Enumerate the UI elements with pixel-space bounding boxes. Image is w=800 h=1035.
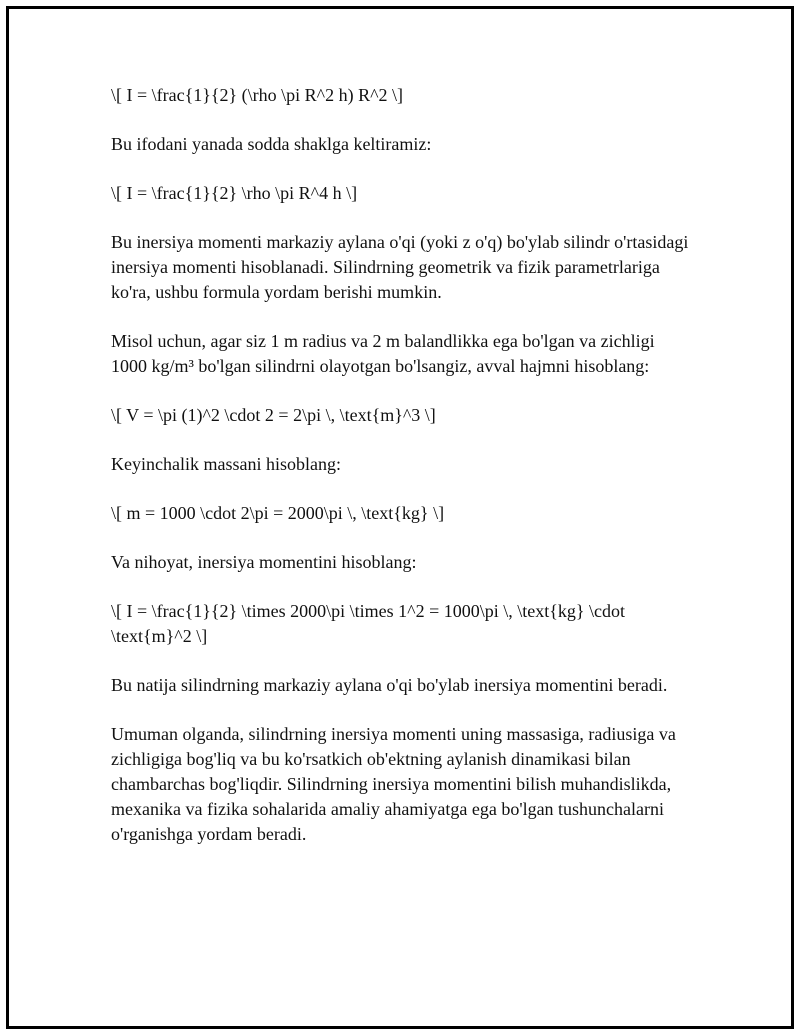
paragraph-mass-intro: Keyinchalik massani hisoblang: — [111, 454, 341, 474]
formula-inertia-expanded: \[ I = \frac{1}{2} (\rho \pi R^2 h) R^2 \] — [111, 85, 404, 105]
paragraph-example: Misol uchun, agar siz 1 m radius va 2 m balandlikka ega bo'lgan va zichligi 1000 kg/m³ bo'lgan silindrni olayotgan bo'lsangiz, avval hajmni hisoblang: — [111, 331, 655, 376]
paragraph-result: Bu natija silindrning markaziy aylana o'qi bo'ylab inersiya momentini beradi. — [111, 675, 668, 695]
paragraph-conclusion: Umuman olganda, silindrning inersiya momenti uning massasiga, radiusiga va zichligiga bog'liq va bu ko'rsatkich ob'ektning aylanish dinamikasi bilan chambarchas bog'liqdir. Silindrning inersiya momentini bilish muhandislikda, mexanika va fizika sohalarida amaliy ahamiyatga ega bo'lgan tushunchalarni o'rganishga yordam beradi. — [111, 724, 676, 844]
paragraph-simplify: Bu ifodani yanada sodda shaklga keltiramiz: — [111, 134, 432, 154]
formula-inertia-simplified: \[ I = \frac{1}{2} \rho \pi R^4 h \] — [111, 183, 358, 203]
formula-inertia-result: \[ I = \frac{1}{2} \times 2000\pi \times 1^2 = 1000\pi \, \text{kg} \cdot \text{m}^2 \] — [111, 601, 626, 646]
document-body — [111, 83, 691, 871]
formula-volume: \[ V = \pi (1)^2 \cdot 2 = 2\pi \, \text{m}^3 \] — [111, 405, 436, 425]
paragraph-inertia-explanation: Bu inersiya momenti markaziy aylana o'qi (yoki z o'q) bo'ylab silindr o'rtasidagi inersiya momenti hisoblanadi. Silindrning geometrik va fizik parametrlariga ko'ra, ushbu formula yordam berishi mumkin. — [111, 232, 689, 302]
paragraph-inertia-intro: Va nihoyat, inersiya momentini hisoblang: — [111, 552, 417, 572]
formula-mass: \[ m = 1000 \cdot 2\pi = 2000\pi \, \text{kg} \] — [111, 503, 445, 523]
